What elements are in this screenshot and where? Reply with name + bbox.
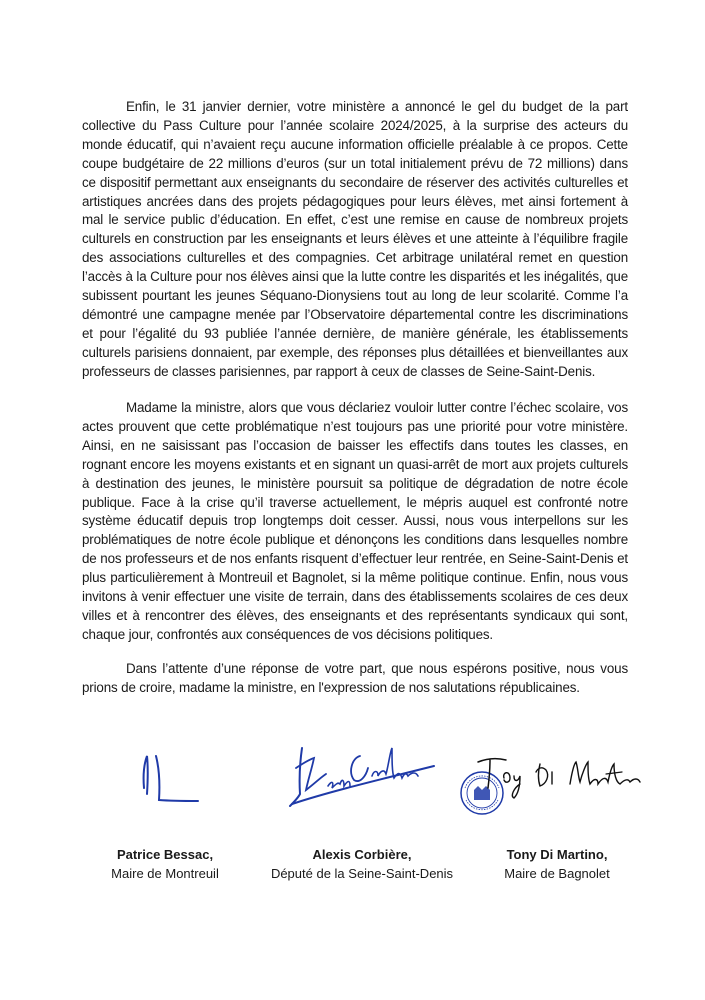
- signatory-corbiere: [262, 845, 462, 883]
- signature-stroke: [328, 780, 350, 788]
- signature-stroke: [290, 748, 302, 806]
- paragraph-ministre: Madame la ministre, alors que vous déclariez vouloir lutter contre l’échec scolaire, vos actes prouvent que cette problématique n’est toujours pas une priorité pour votre ministère. Ainsi, en ne saisissant pas l’occasion de baisser les effectifs dans toutes les classes, en rognant encore les moyens existants et en signant un quasi-arrêt de mort aux projets culturels à destination des jeunes, le ministère poursuit sa politique de dégradation de notre école publique. Face à la crise qu’il traverse actuellement, le mépris auquel est confronté notre système éducatif depuis trop longtemps doit cesser. Aussi, nous vous interpellons sur les problématiques de notre école publique et dénonçons les conditions dans lesquelles nombre de nos professeurs et de nos enfants risquent d’effectuer leur rentrée, en Seine-Saint-Denis et plus particulièrement à Montreuil et Bagnolet, si la même politique continue. Enfin, nous vous invitons à venir effectuer une visite de terrain, dans des établissements scolaires de ces deux villes et à rencontrer des élèves, des enseignants et des représentants syndicaux qui sont, chaque jour, confrontés aux conséquences de vos décisions politiques.: [82, 400, 628, 642]
- signature-stroke: [536, 764, 552, 786]
- signature-bessac-image: [132, 748, 202, 818]
- signature-stroke: [504, 773, 520, 798]
- signatory-role: Maire de Montreuil: [111, 866, 219, 881]
- signatory-name: Patrice Bessac,: [116, 847, 214, 862]
- signature-corbiere-image: [288, 738, 438, 813]
- signatory-di-martino: [472, 845, 642, 883]
- paragraph-closing: Dans l’attente d’une réponse de votre part, que nous espérons positive, nous vous prions de croire, madame la ministre, en l'expression de nos salutations républicaines.: [82, 661, 628, 695]
- signatory-role: Député de la Seine-Saint-Denis: [270, 866, 454, 881]
- signatory-role: Maire de Bagnolet: [504, 866, 610, 881]
- signature-stroke: [351, 756, 368, 781]
- signature-stroke: [478, 759, 506, 788]
- signature-di-martino-image: [474, 752, 644, 802]
- signature-stroke: [156, 756, 198, 801]
- signatory-name: Tony Di Martino,: [506, 847, 608, 862]
- paragraph-pass-culture: Enfin, le 31 janvier dernier, votre ministère a annoncé le gel du budget de la part collective du Pass Culture pour l’année scolaire 2024/2025, à la surprise des acteurs du monde éducatif, qui n’avaient reçu aucune information officielle préalable à ce propos. Cette coupe budgétaire de 22 millions d’euros (sur un total initialement prévu de 72 millions) dans ce dispositif permettant aux enseignants du secondaire de réserver des activités culturelles et artistiques ancrées dans des projets pédagogiques pour leurs élèves, met ainsi fortement à mal le service public d’éducation. En effet, c’est une remise en cause de nombreux projets culturels en construction par les enseignants et leurs élèves et une atteinte à l’équilibre fragile des associations culturelles et des compagnies. Cet arbitrage unilatéral remet en question l’accès à la Culture pour nos élèves ainsi que la lutte contre les disparités et les inégalités, que subissent pourtant les jeunes Séquano-Dionysiens tout au long de leur scolarité. Comme l’a démontré une campagne menée par l’Observatoire départemental contre les discriminations et pour l’égalité du 93 publiée l’année dernière, de manière générale, les établissements culturels parisiens donnaient, par exemple, des réponses plus détaillées et bienveillantes aux professeurs de classes parisiennes, par rapport à ceux de classes de Seine-Saint-Denis.: [82, 99, 628, 379]
- signature-stroke: [570, 762, 640, 784]
- signature-stroke: [144, 756, 148, 794]
- signature-stroke: [372, 748, 418, 778]
- signatory-bessac: [80, 845, 250, 883]
- signatory-name: Alexis Corbière,: [312, 847, 412, 862]
